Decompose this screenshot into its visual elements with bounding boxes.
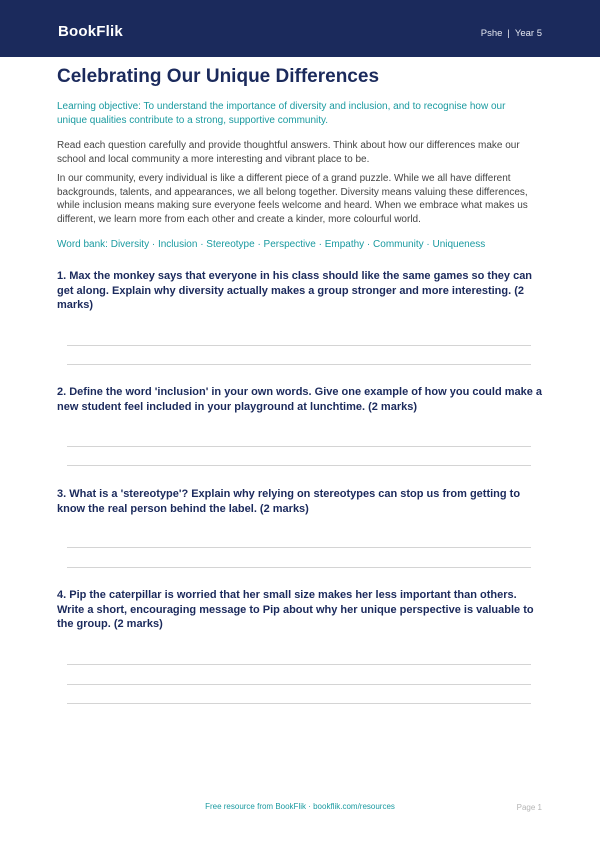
- answer-line[interactable]: [67, 345, 531, 346]
- header-bar: [0, 0, 600, 57]
- word-bank: Word bank: Diversity · Inclusion · Stereotype · Perspective · Empathy · Community · Uniqueness: [57, 239, 486, 250]
- answer-line[interactable]: [67, 684, 531, 685]
- year-label: Year 5: [514, 28, 542, 39]
- brand-logo[interactable]: BookFlik: [58, 23, 123, 40]
- answer-line[interactable]: [67, 664, 531, 665]
- intro-paragraph: Read each question carefully and provide thoughtful answers. Think about how our differences make our school and local community a more interesting and vibrant place to be.: [57, 140, 520, 165]
- question-3: 3. What is a 'stereotype'? Explain why relying on stereotypes can stop us from getting to know the real person behind the label. (2 marks): [57, 488, 521, 515]
- question-1: 1. Max the monkey says that everyone in his class should like the same games so they can get along. Explain why diversity actually makes a group stronger and more interesting. (2 marks): [57, 270, 533, 311]
- page-number: Page 1: [516, 803, 542, 812]
- answer-line[interactable]: [67, 465, 531, 466]
- answer-line[interactable]: [67, 446, 531, 447]
- header-meta: [481, 28, 542, 39]
- learning-objective: Learning objective: To understand the importance of diversity and inclusion, and to recognise how our unique qualities contribute to a strong, supportive community.: [57, 101, 506, 126]
- question-2: 2. Define the word 'inclusion' in your own words. Give one example of how you could make a new student feel included in your playground at lunchtime. (2 marks): [57, 386, 543, 413]
- footer-resource-link[interactable]: Free resource from BookFlik · bookflik.com/resources: [205, 802, 395, 811]
- answer-line[interactable]: [67, 703, 531, 704]
- body-paragraph: In our community, every individual is like a different piece of a grand puzzle. While we all have different backgrounds, talents, and appearances, we all belong together. Diversity means valuing these differences, while inclusion means making sure everyone feels welcome and heard. When we embrace what makes us different, we learn more from each other and create a kinder, more colourful world.: [57, 173, 528, 225]
- page-title: Celebrating Our Unique Differences: [57, 66, 380, 87]
- meta-separator: |: [507, 28, 510, 39]
- answer-line[interactable]: [67, 364, 531, 365]
- question-4: 4. Pip the caterpillar is worried that her small size makes her less important than others. Write a short, encouraging message to Pip about why her unique perspective is valuable to the group. (2 marks): [57, 589, 534, 630]
- subject-label: Pshe: [480, 28, 503, 39]
- answer-line[interactable]: [67, 547, 531, 548]
- answer-line[interactable]: [67, 567, 531, 568]
